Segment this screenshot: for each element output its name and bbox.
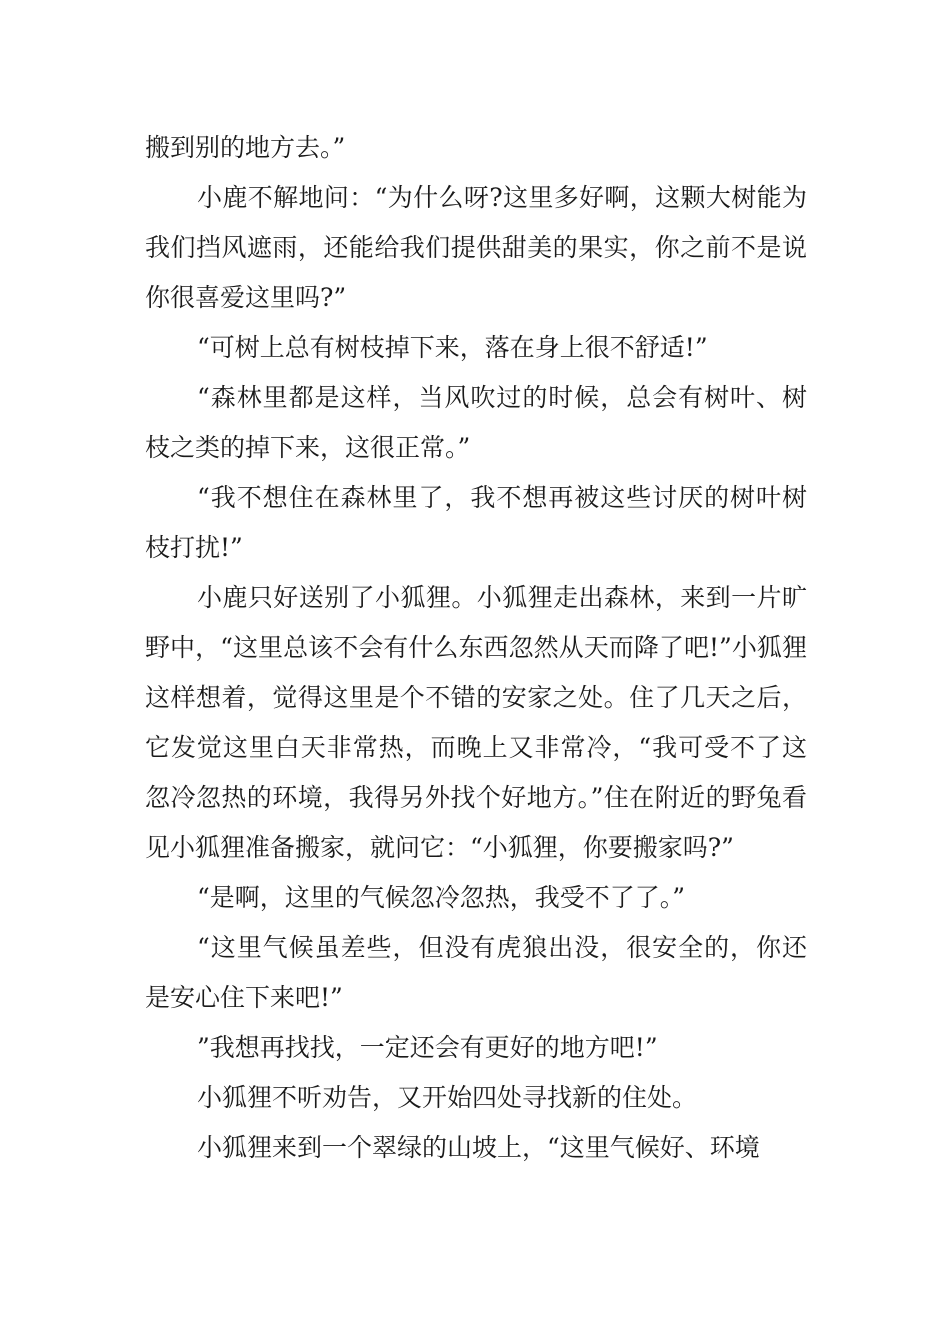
paragraph-2: 小鹿不解地问：“为什么呀?这里多好啊，这颗大树能为我们挡风遮雨，还能给我们提供甜美的果实，你之前不是说你很喜爱这里吗?” [145, 183, 807, 312]
paragraph-5: “我不想住在森林里了，我不想再被这些讨厌的树叶树枝打扰!” [145, 483, 807, 562]
paragraph-8: “这里气候虽差些，但没有虎狼出没，很安全的，你还是安心住下来吧!” [145, 933, 807, 1012]
paragraph-3: “可树上总有树枝掉下来，落在身上很不舒适!” [197, 333, 708, 362]
paragraph-7: “是啊，这里的气候忽冷忽热，我受不了了。” [197, 883, 686, 912]
paragraph-10: 小狐狸不听劝告，又开始四处寻找新的住处。 [197, 1083, 698, 1112]
document-page [145, 123, 807, 1173]
paragraph-4: “森林里都是这样，当风吹过的时候，总会有树叶、树枝之类的掉下来，这很正常。” [145, 383, 807, 462]
paragraph-9: ”我想再找找，一定还会有更好的地方吧!” [197, 1033, 658, 1062]
paragraph-6: 小鹿只好送别了小狐狸。小狐狸走出森林，来到一片旷野中，“这里总该不会有什么东西忽然从天而降了吧!”小狐狸这样想着，觉得这里是个不错的安家之处。住了几天之后，它发觉这里白天非常热，而晚上又非常冷，“我可受不了这忽冷忽热的环境，我得另外找个好地方。”住在附近的野兔看见小狐狸准备搬家，就问它：“小狐狸，你要搬家吗?” [145, 583, 807, 862]
paragraph-11: 小狐狸来到一个翠绿的山坡上，“这里气候好、环境 [197, 1133, 760, 1162]
paragraph-1: 搬到别的地方去。” [145, 133, 346, 162]
